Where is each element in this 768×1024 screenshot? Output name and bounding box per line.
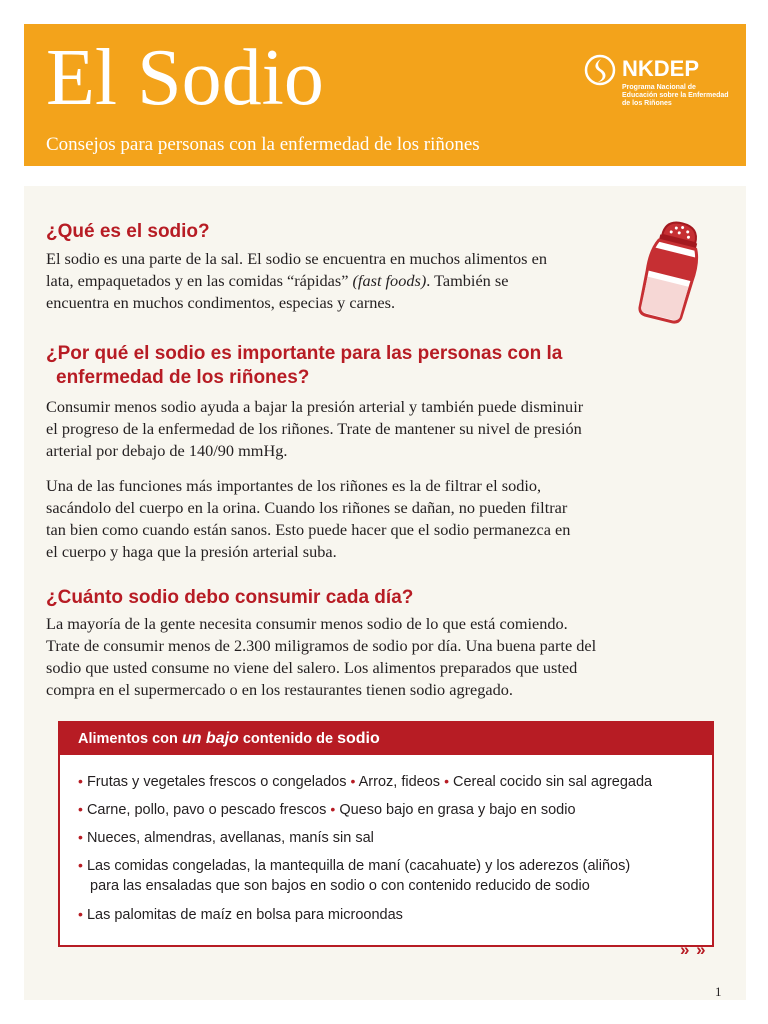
- item-text: Nueces, almendras, avellanas, manís sin sal: [86, 830, 374, 846]
- nkdep-logo: [584, 54, 734, 114]
- nkdep-logo-icon: [584, 54, 616, 86]
- paragraph-what-is-sodium: [46, 248, 636, 314]
- text-line: arterial por debajo de 140/90 mmHg.: [46, 441, 288, 460]
- bullet-icon: •: [78, 773, 83, 789]
- salt-shaker-icon: [636, 216, 706, 324]
- text-line: La mayoría de la gente necesita consumir menos sodio de lo que está comiendo.: [46, 614, 568, 633]
- content-panel: [24, 186, 746, 1000]
- item-text: Las palomitas de maíz en bolsa para microondas: [86, 907, 403, 923]
- bullet-icon: •: [78, 801, 83, 817]
- header-text: contenido de: [238, 731, 338, 747]
- low-sodium-box-header: [60, 723, 712, 755]
- continue-arrows-icon: » »: [680, 940, 707, 959]
- item-text: Arroz, fideos: [358, 774, 441, 790]
- text-line: el cuerpo y haga que la presión arterial suba.: [46, 542, 337, 561]
- bullet-icon: •: [330, 801, 336, 817]
- text-span: . También se: [426, 271, 509, 290]
- bullet-icon: •: [78, 906, 83, 922]
- heading-why-important: [46, 342, 666, 390]
- list-item: [78, 855, 708, 877]
- header-emphasis: un bajo: [181, 730, 239, 747]
- text-line: El sodio es una parte de la sal. El sodio se encuentra en muchos alimentos en: [46, 249, 547, 268]
- heading-how-much: ¿Cuánto sodio debo consumir cada día?: [46, 587, 414, 608]
- bullet-icon: •: [350, 773, 356, 789]
- bullet-icon: •: [78, 829, 83, 845]
- list-item: [78, 799, 708, 821]
- heading-line: enfermedad de los riñones?: [56, 367, 310, 388]
- text-line: Una de las funciones más importantes de los riñones es la de filtrar el sodio,: [46, 476, 542, 495]
- text-line: Consumir menos sodio ayuda a bajar la presión arterial y también puede disminuir: [46, 397, 584, 416]
- text-line: [46, 270, 636, 292]
- bullet-icon: •: [444, 773, 449, 789]
- paragraph-why-1: [46, 396, 706, 462]
- item-text: Carne, pollo, pavo o pescado frescos: [86, 802, 327, 818]
- item-text: Las comidas congeladas, la mantequilla de maní (cacahuate) y los aderezos (aliños): [86, 858, 631, 874]
- page-title: El Sodio: [46, 34, 324, 122]
- text-line: tan bien como cuando están sanos. Esto puede hacer que el sodio permanezca en: [46, 520, 571, 539]
- list-item-continuation: para las ensaladas que son bajos en sodio o con contenido reducido de sodio: [90, 878, 590, 894]
- text-line: Trate de consumir menos de 2.300 miligramos de sodio por día. Una buena parte del: [46, 636, 597, 655]
- text-line: sacándolo del cuerpo en la orina. Cuando los riñones se dañan, no pueden filtrar: [46, 498, 568, 517]
- text-line: sodio que usted consume no viene del salero. Los alimentos preparados que usted: [46, 658, 578, 677]
- header-banner: [24, 24, 746, 166]
- item-text: Cereal cocido sin sal agregada: [453, 774, 653, 790]
- item-text: Frutas y vegetales frescos o congelados: [86, 774, 347, 790]
- text-line: compra en el supermercado o en los restaurantes tienen sodio agregado.: [46, 680, 514, 699]
- logo-name: NKDEP: [622, 56, 700, 81]
- paragraph-how-much: [46, 613, 726, 701]
- text-line: el progreso de la enfermedad de los riñones. Trate de mantener su nivel de presión: [46, 419, 582, 438]
- paragraph-why-2: [46, 475, 706, 563]
- text-line: encuentra en muchos condimentos, especias y carnes.: [46, 293, 396, 312]
- list-item: [78, 904, 708, 926]
- low-sodium-foods-box: [58, 721, 714, 947]
- text-span: lata, empaquetados y en las comidas “rápidas”: [46, 271, 353, 290]
- bullet-icon: •: [78, 857, 83, 873]
- logo-tagline: Programa Nacional de Educación sobre la Enfermedad de los Riñones: [622, 84, 729, 108]
- list-item: [78, 771, 708, 793]
- page-number: 1: [715, 984, 722, 999]
- header-text: sodio: [337, 730, 380, 747]
- list-item: [78, 827, 708, 849]
- item-text: Queso bajo en grasa y bajo en sodio: [339, 802, 576, 818]
- page-subtitle: Consejos para personas con la enfermedad de los riñones: [46, 134, 480, 155]
- header-text: Alimentos con: [78, 731, 182, 747]
- fast-foods-emphasis: (fast foods): [352, 271, 427, 290]
- heading-what-is-sodium: ¿Qué es el sodio?: [46, 221, 210, 242]
- heading-line: ¿Por qué el sodio es importante para las personas con la: [46, 343, 563, 364]
